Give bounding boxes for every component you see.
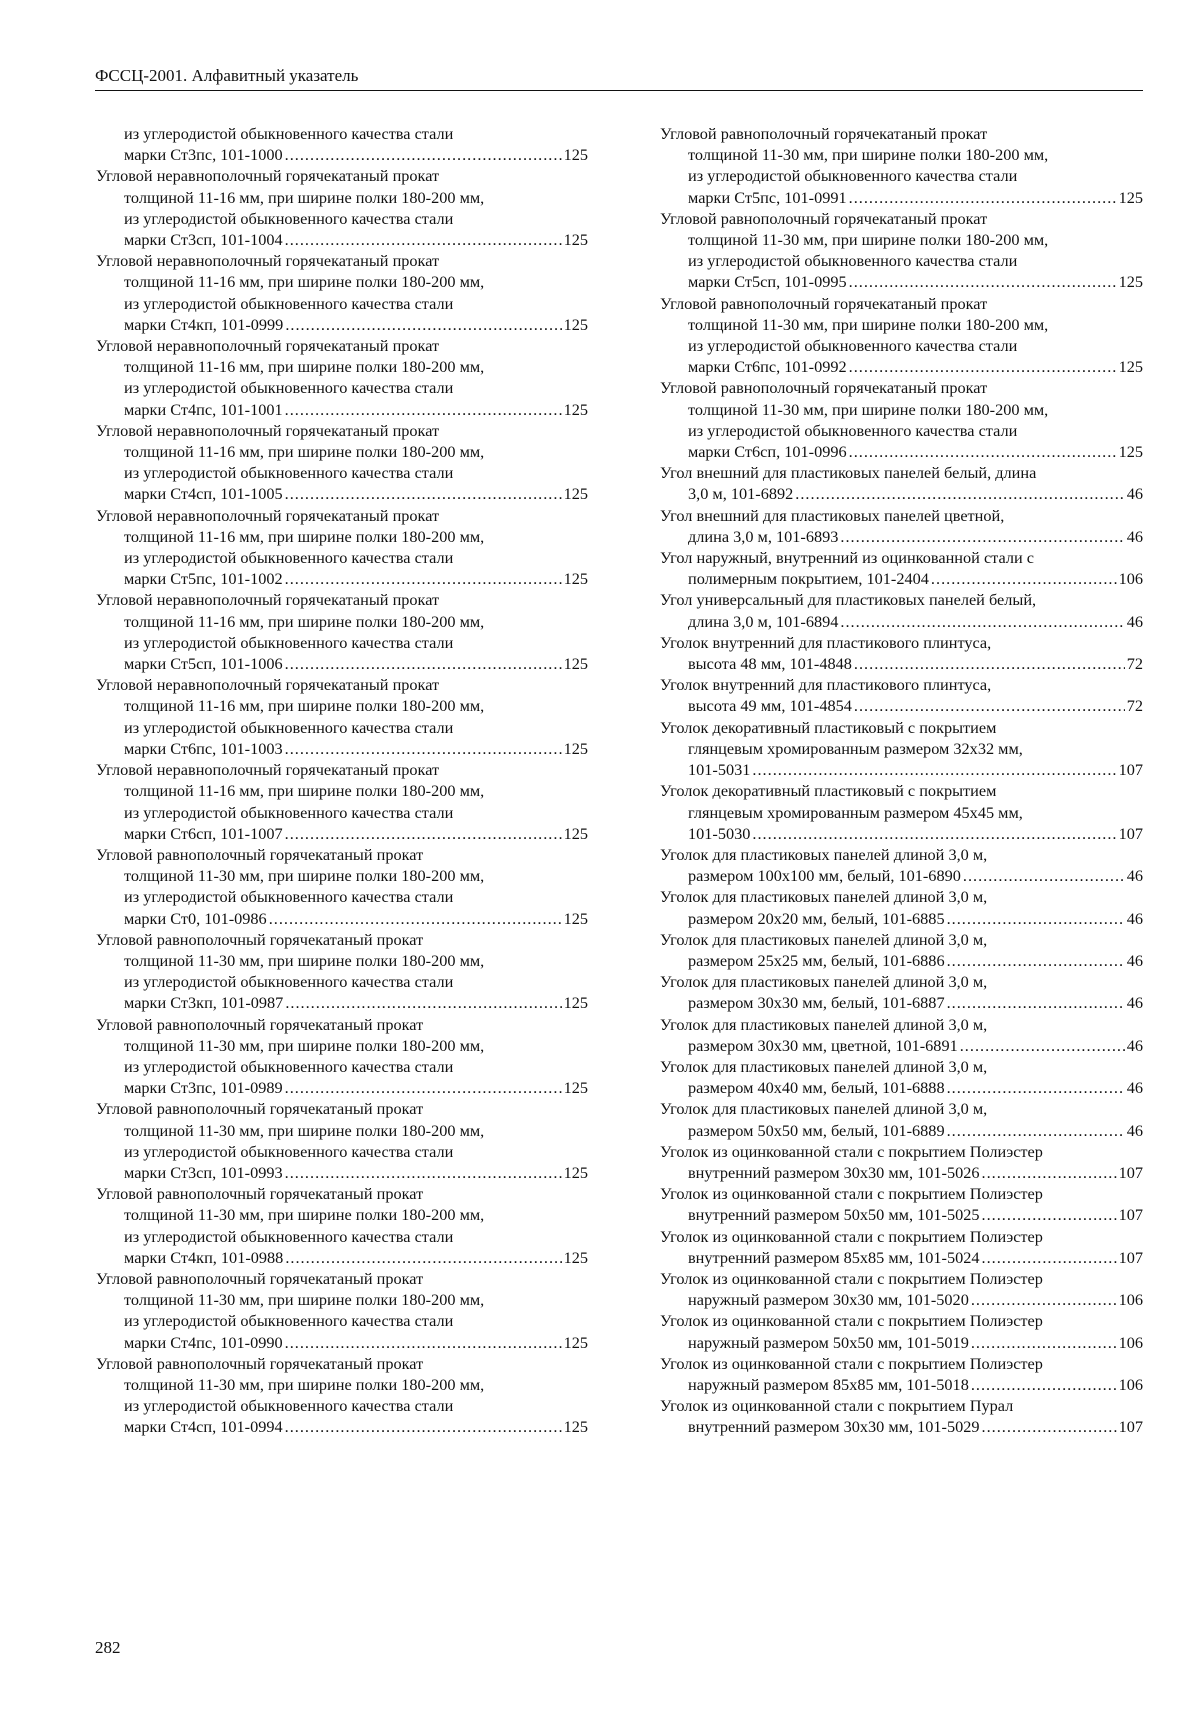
entry-line: толщиной 11-30 мм, при ширине полки 180-200 мм, (688, 314, 1049, 334)
entry-last-line (660, 1120, 1143, 1141)
entry-text: марки Ст6пс, 101-1003 (124, 738, 283, 758)
entry-page-number: 125 (563, 399, 588, 419)
entry-line: Уголок из оцинкованной стали с покрытием Полиэстер (660, 1141, 1043, 1161)
dot-leader (849, 441, 1117, 462)
entry-line: Уголок внутренний для пластикового плинтуса, (660, 675, 992, 695)
entry-page-number: 46 (1126, 526, 1143, 546)
entry-line: толщиной 11-16 мм, при ширине полки 180-200 мм, (124, 187, 485, 207)
index-column-right (660, 123, 1143, 1438)
entry-line: Угол наружный, внутренний из оцинкованной стали с (660, 548, 1034, 568)
index-entry (660, 1353, 1143, 1395)
entry-page-number: 72 (1126, 654, 1143, 674)
index-entry (660, 1141, 1143, 1183)
entry-text: длина 3,0 м, 101-6894 (688, 611, 839, 631)
entry-last-line (660, 1035, 1143, 1056)
entry-line: из углеродистой обыкновенного качества стали (124, 1056, 454, 1076)
entry-last-line (96, 229, 588, 250)
dot-leader (269, 908, 562, 929)
page-number: 282 (95, 1638, 121, 1657)
entry-page-number: 107 (1118, 1247, 1143, 1267)
dot-leader (752, 759, 1116, 780)
dot-leader (947, 950, 1125, 971)
dot-leader (854, 653, 1125, 674)
index-entry (96, 505, 588, 590)
entry-line: из углеродистой обыкновенного качества стали (124, 548, 454, 568)
dot-leader (947, 992, 1125, 1013)
entry-text: размером 30х30 мм, цветной, 101-6891 (688, 1035, 958, 1055)
entry-last-line (660, 1289, 1143, 1310)
entry-line: из углеродистой обыкновенного качества стали (124, 293, 454, 313)
index-entry (96, 250, 588, 335)
entry-text: 101-5030 (688, 823, 751, 843)
index-entry (96, 1268, 588, 1353)
index-entry (96, 929, 588, 1014)
entry-text: марки Ст4кп, 101-0988 (124, 1247, 284, 1267)
entry-page-number: 125 (563, 484, 588, 504)
entry-line: Угол внешний для пластиковых панелей белый, длина (660, 463, 1037, 483)
dot-leader (849, 356, 1117, 377)
entry-last-line (660, 653, 1143, 674)
entry-text: марки Ст4пс, 101-1001 (124, 399, 283, 419)
dot-leader (285, 568, 562, 589)
entry-line: толщиной 11-30 мм, при ширине полки 180-200 мм, (124, 1290, 485, 1310)
entry-line: из углеродистой обыкновенного качества стали (124, 1396, 454, 1416)
dot-leader (285, 1416, 562, 1437)
entry-line: из углеродистой обыкновенного качества стали (124, 463, 454, 483)
entry-line: Угол универсальный для пластиковых панелей белый, (660, 590, 1037, 610)
entry-last-line (96, 568, 588, 589)
header-rule (95, 90, 1143, 91)
entry-text: марки Ст0, 101-0986 (124, 908, 267, 928)
entry-line: из углеродистой обыкновенного качества стали (124, 124, 454, 143)
entry-page-number: 106 (1118, 1332, 1143, 1352)
dot-leader (285, 229, 562, 250)
entry-line: из углеродистой обыкновенного качества стали (124, 632, 454, 652)
entry-text: полимерным покрытием, 101-2404 (688, 569, 929, 589)
dot-leader (982, 1162, 1117, 1183)
dot-leader (947, 1077, 1125, 1098)
entry-text: внутренний размером 30х30 мм, 101-5026 (688, 1162, 980, 1182)
entry-line: из углеродистой обыкновенного качества стали (688, 166, 1018, 186)
index-entry (660, 208, 1143, 293)
entry-line: Уголок для пластиковых панелей длиной 3,0 м, (660, 972, 988, 992)
entry-last-line (660, 441, 1143, 462)
entry-last-line (96, 992, 588, 1013)
entry-text: наружный размером 50х50 мм, 101-5019 (688, 1332, 969, 1352)
entry-page-number: 125 (563, 1247, 588, 1267)
running-header: ФССЦ-2001. Алфавитный указатель (95, 66, 359, 85)
dot-leader (854, 695, 1125, 716)
entry-line: Уголок из оцинкованной стали с покрытием Полиэстер (660, 1184, 1043, 1204)
dot-leader (963, 865, 1125, 886)
entry-last-line (96, 1077, 588, 1098)
entry-last-line (660, 1374, 1143, 1395)
entry-line: Угловой равнополочный горячекатаный прокат (96, 1353, 424, 1373)
entry-line: Угловой равнополочный горячекатаный прокат (660, 293, 988, 313)
entry-last-line (660, 1204, 1143, 1225)
entry-text: марки Ст3сп, 101-1004 (124, 230, 283, 250)
entry-line: из углеродистой обыкновенного качества стали (124, 1311, 454, 1331)
index-entry (660, 844, 1143, 886)
entry-page-number: 106 (1118, 569, 1143, 589)
entry-line: толщиной 11-16 мм, при ширине полки 180-200 мм, (124, 442, 485, 462)
entry-line: глянцевым хромированным размером 32х32 мм, (688, 738, 1023, 758)
entry-page-number: 107 (1118, 1205, 1143, 1225)
entry-page-number: 46 (1126, 1120, 1143, 1140)
entry-text: длина 3,0 м, 101-6893 (688, 526, 839, 546)
entry-last-line (660, 1416, 1143, 1437)
dot-leader (947, 1120, 1125, 1141)
index-entry (660, 1226, 1143, 1268)
index-entry (660, 589, 1143, 631)
entry-last-line (96, 653, 588, 674)
dot-leader (971, 1374, 1117, 1395)
entry-line: Угловой равнополочный горячекатаный прокат (96, 1099, 424, 1119)
index-entry (660, 674, 1143, 716)
entry-text: наружный размером 85х85 мм, 101-5018 (688, 1374, 969, 1394)
entry-line: Уголок декоративный пластиковый с покрытием (660, 781, 997, 801)
entry-last-line (660, 950, 1143, 971)
index-entry (96, 674, 588, 759)
dot-leader (285, 738, 562, 759)
index-entry (96, 420, 588, 505)
entry-line: Уголок для пластиковых панелей длиной 3,0 м, (660, 844, 988, 864)
entry-page-number: 125 (563, 230, 588, 250)
entry-last-line (660, 865, 1143, 886)
dot-leader (285, 1332, 562, 1353)
dot-leader (971, 1289, 1117, 1310)
entry-page-number: 46 (1126, 1035, 1143, 1055)
entry-text: 101-5031 (688, 760, 751, 780)
entry-last-line (660, 908, 1143, 929)
entry-last-line (660, 187, 1143, 208)
entry-line: Угловой неравнополочный горячекатаный прокат (96, 760, 440, 780)
entry-page-number: 107 (1118, 760, 1143, 780)
entry-line: толщиной 11-16 мм, при ширине полки 180-200 мм, (124, 611, 485, 631)
index-entry (660, 505, 1143, 547)
entry-text: 3,0 м, 101-6892 (688, 484, 794, 504)
entry-page-number: 125 (563, 1417, 588, 1437)
entry-text: марки Ст5сп, 101-0995 (688, 272, 847, 292)
entry-text: размером 30х30 мм, белый, 101-6887 (688, 993, 945, 1013)
entry-text: высота 48 мм, 101-4848 (688, 654, 852, 674)
entry-page-number: 46 (1126, 611, 1143, 631)
entry-line: Угловой неравнополочный горячекатаный прокат (96, 251, 440, 271)
entry-page-number: 107 (1118, 1162, 1143, 1182)
entry-line: толщиной 11-30 мм, при ширине полки 180-200 мм, (688, 399, 1049, 419)
entry-last-line (660, 1247, 1143, 1268)
dot-leader (285, 1077, 562, 1098)
entry-last-line (96, 483, 588, 504)
entry-line: Уголок для пластиковых панелей длиной 3,0 м, (660, 1056, 988, 1076)
entry-text: марки Ст5пс, 101-1002 (124, 569, 283, 589)
entry-page-number: 107 (1118, 1417, 1143, 1437)
entry-line: Угловой равнополочный горячекатаный прокат (96, 844, 424, 864)
entry-line: Уголок из оцинкованной стали с покрытием Полиэстер (660, 1311, 1043, 1331)
entry-line: Угловой равнополочный горячекатаный прокат (660, 208, 988, 228)
entry-line: толщиной 11-16 мм, при ширине полки 180-200 мм, (124, 272, 485, 292)
entry-line: из углеродистой обыкновенного качества стали (124, 802, 454, 822)
entry-line: толщиной 11-30 мм, при ширине полки 180-200 мм, (688, 230, 1049, 250)
entry-page-number: 125 (563, 993, 588, 1013)
dot-leader (285, 314, 561, 335)
entry-last-line (96, 1332, 588, 1353)
entry-line: Уголок из оцинкованной стали с покрытием Полиэстер (660, 1353, 1043, 1373)
entry-page-number: 72 (1126, 696, 1143, 716)
dot-leader (285, 483, 562, 504)
entry-line: Угловой неравнополочный горячекатаный прокат (96, 166, 440, 186)
entry-text: размером 25х25 мм, белый, 101-6886 (688, 950, 945, 970)
entry-page-number: 125 (563, 1162, 588, 1182)
entry-last-line (660, 1332, 1143, 1353)
entry-page-number: 125 (1118, 272, 1143, 292)
entry-last-line (660, 483, 1143, 504)
index-entry (660, 717, 1143, 781)
entry-page-number: 46 (1126, 908, 1143, 928)
entry-line: Угловой равнополочный горячекатаный прокат (660, 378, 988, 398)
entry-line: из углеродистой обыкновенного качества стали (124, 1226, 454, 1246)
index-entry (660, 1014, 1143, 1056)
entry-text: марки Ст5сп, 101-1006 (124, 654, 283, 674)
entry-text: внутренний размером 85х85 мм, 101-5024 (688, 1247, 980, 1267)
entry-page-number: 125 (563, 314, 588, 334)
entry-text: марки Ст4сп, 101-1005 (124, 484, 283, 504)
entry-last-line (96, 823, 588, 844)
index-entry (96, 1014, 588, 1099)
index-entry (660, 462, 1143, 504)
entry-page-number: 106 (1118, 1290, 1143, 1310)
entry-page-number: 125 (563, 738, 588, 758)
entry-last-line (660, 271, 1143, 292)
index-entry (660, 547, 1143, 589)
entry-line: Угловой неравнополочный горячекатаный прокат (96, 590, 440, 610)
index-entry (96, 335, 588, 420)
index-entry (660, 632, 1143, 674)
index-entry (660, 123, 1143, 208)
entry-line: Уголок из оцинкованной стали с покрытием Полиэстер (660, 1268, 1043, 1288)
entry-last-line (660, 526, 1143, 547)
entry-line: Угол внешний для пластиковых панелей цветной, (660, 505, 1005, 525)
entry-last-line (96, 144, 588, 165)
entry-last-line (96, 1416, 588, 1437)
entry-last-line (96, 314, 588, 335)
entry-line: Уголок из оцинкованной стали с покрытием Пурал (660, 1396, 1014, 1416)
entry-line: из углеродистой обыкновенного качества стали (688, 336, 1018, 356)
entry-line: толщиной 11-30 мм, при ширине полки 180-200 мм, (124, 1120, 485, 1140)
entry-page-number: 46 (1126, 484, 1143, 504)
entry-text: размером 40х40 мм, белый, 101-6888 (688, 1078, 945, 1098)
entry-line: из углеродистой обыкновенного качества стали (124, 972, 454, 992)
entry-line: из углеродистой обыкновенного качества стали (688, 420, 1018, 440)
index-entry (96, 1098, 588, 1183)
index-entry (660, 1395, 1143, 1437)
entry-text: марки Ст6сп, 101-1007 (124, 823, 283, 843)
index-entry (660, 929, 1143, 971)
index-entry (96, 844, 588, 929)
entry-page-number: 125 (563, 654, 588, 674)
entry-text: марки Ст3кп, 101-0987 (124, 993, 284, 1013)
entry-line: толщиной 11-16 мм, при ширине полки 180-200 мм, (124, 357, 485, 377)
entry-line: Угловой равнополочный горячекатаный прокат (96, 1184, 424, 1204)
entry-text: марки Ст6сп, 101-0996 (688, 442, 847, 462)
entry-page-number: 125 (563, 823, 588, 843)
entry-line: Уголок для пластиковых панелей длиной 3,0 м, (660, 1099, 988, 1119)
entry-line: толщиной 11-30 мм, при ширине полки 180-200 мм, (124, 1374, 485, 1394)
entry-last-line (660, 568, 1143, 589)
dot-leader (960, 1035, 1125, 1056)
entry-line: Уголок внутренний для пластикового плинтуса, (660, 632, 992, 652)
entry-line: Уголок из оцинкованной стали с покрытием Полиэстер (660, 1226, 1043, 1246)
index-entry (660, 886, 1143, 928)
index-entry (660, 377, 1143, 462)
entry-page-number: 46 (1126, 950, 1143, 970)
index-entry (660, 1098, 1143, 1140)
entry-line: из углеродистой обыкновенного качества стали (124, 717, 454, 737)
entry-line: из углеродистой обыкновенного качества стали (124, 1141, 454, 1161)
entry-line: Угловой неравнополочный горячекатаный прокат (96, 336, 440, 356)
entry-line: толщиной 11-30 мм, при ширине полки 180-200 мм, (124, 950, 485, 970)
index-entry (96, 589, 588, 674)
entry-page-number: 46 (1126, 993, 1143, 1013)
entry-text: внутренний размером 50х50 мм, 101-5025 (688, 1205, 980, 1225)
entry-text: марки Ст4сп, 101-0994 (124, 1417, 283, 1437)
dot-leader (285, 1162, 562, 1183)
entry-line: из углеродистой обыкновенного качества стали (124, 378, 454, 398)
entry-line: толщиной 11-30 мм, при ширине полки 180-200 мм, (688, 145, 1049, 165)
entry-page-number: 46 (1126, 1078, 1143, 1098)
index-entry (660, 1310, 1143, 1352)
entry-last-line (96, 1247, 588, 1268)
dot-leader (982, 1204, 1117, 1225)
entry-text: марки Ст3сп, 101-0993 (124, 1162, 283, 1182)
entry-line: Угловой неравнополочный горячекатаный прокат (96, 420, 440, 440)
dot-leader (285, 399, 562, 420)
entry-last-line (660, 992, 1143, 1013)
index-entry (660, 1056, 1143, 1098)
entry-page-number: 125 (563, 145, 588, 165)
index-entry (660, 780, 1143, 844)
entry-text: марки Ст5пс, 101-0991 (688, 187, 847, 207)
entry-line: Угловой неравнополочный горячекатаный прокат (96, 675, 440, 695)
entry-text: марки Ст4кп, 101-0999 (124, 314, 284, 334)
dot-leader (840, 526, 1124, 547)
entry-last-line (96, 399, 588, 420)
entry-line: толщиной 11-16 мм, при ширине полки 180-200 мм, (124, 526, 485, 546)
entry-line: Угловой равнополочный горячекатаный прокат (96, 1014, 424, 1034)
entry-last-line (660, 1162, 1143, 1183)
index-entry (660, 1268, 1143, 1310)
dot-leader (795, 483, 1124, 504)
dot-leader (849, 187, 1117, 208)
entry-text: размером 100х100 мм, белый, 101-6890 (688, 866, 961, 886)
entry-last-line (660, 1077, 1143, 1098)
entry-text: марки Ст3пс, 101-1000 (124, 145, 283, 165)
dot-leader (285, 144, 562, 165)
dot-leader (849, 271, 1117, 292)
entry-page-number: 106 (1118, 1374, 1143, 1394)
entry-line: из углеродистой обыкновенного качества стали (124, 208, 454, 228)
entry-text: высота 49 мм, 101-4854 (688, 696, 852, 716)
entry-page-number: 46 (1126, 866, 1143, 886)
entry-last-line (96, 1162, 588, 1183)
index-entry (96, 1353, 588, 1438)
entry-line: Угловой неравнополочный горячекатаный прокат (96, 505, 440, 525)
index-entry (96, 165, 588, 250)
entry-page-number: 125 (563, 569, 588, 589)
entry-line: толщиной 11-16 мм, при ширине полки 180-200 мм, (124, 781, 485, 801)
index-column-left (96, 123, 588, 1438)
entry-line: из углеродистой обыкновенного качества стали (688, 251, 1018, 271)
dot-leader (971, 1332, 1117, 1353)
entry-line: Угловой равнополочный горячекатаный прокат (660, 124, 988, 143)
entry-page-number: 125 (563, 1078, 588, 1098)
entry-page-number: 125 (563, 1332, 588, 1352)
entry-text: марки Ст4пс, 101-0990 (124, 1332, 283, 1352)
entry-text: наружный размером 30х30 мм, 101-5020 (688, 1290, 969, 1310)
entry-page-number: 107 (1118, 823, 1143, 843)
entry-text: марки Ст3пс, 101-0989 (124, 1078, 283, 1098)
entry-last-line (660, 611, 1143, 632)
entry-last-line (660, 759, 1143, 780)
entry-line: толщиной 11-30 мм, при ширине полки 180-200 мм, (124, 866, 485, 886)
entry-page-number: 125 (1118, 357, 1143, 377)
dot-leader (947, 908, 1125, 929)
dot-leader (285, 823, 562, 844)
index-entry (96, 123, 588, 165)
entry-line: толщиной 11-30 мм, при ширине полки 180-200 мм, (124, 1205, 485, 1225)
entry-text: размером 50х50 мм, белый, 101-6889 (688, 1120, 945, 1140)
dot-leader (285, 992, 561, 1013)
index-entry (660, 1183, 1143, 1225)
dot-leader (982, 1247, 1117, 1268)
dot-leader (931, 568, 1117, 589)
entry-line: Угловой равнополочный горячекатаный прокат (96, 929, 424, 949)
entry-text: марки Ст6пс, 101-0992 (688, 357, 847, 377)
entry-page-number: 125 (1118, 187, 1143, 207)
entry-text: размером 20х20 мм, белый, 101-6885 (688, 908, 945, 928)
entry-line: толщиной 11-30 мм, при ширине полки 180-200 мм, (124, 1035, 485, 1055)
entry-line: Уголок декоративный пластиковый с покрытием (660, 717, 997, 737)
entry-line: глянцевым хромированным размером 45х45 мм, (688, 802, 1023, 822)
dot-leader (982, 1416, 1117, 1437)
index-entry (660, 293, 1143, 378)
index-entry (96, 1183, 588, 1268)
entry-last-line (660, 695, 1143, 716)
entry-last-line (96, 738, 588, 759)
entry-line: из углеродистой обыкновенного качества стали (124, 887, 454, 907)
entry-last-line (96, 908, 588, 929)
index-entry (660, 971, 1143, 1013)
entry-last-line (660, 823, 1143, 844)
entry-last-line (660, 356, 1143, 377)
entry-line: толщиной 11-16 мм, при ширине полки 180-200 мм, (124, 696, 485, 716)
dot-leader (752, 823, 1116, 844)
dot-leader (285, 653, 562, 674)
entry-line: Уголок для пластиковых панелей длиной 3,0 м, (660, 1014, 988, 1034)
entry-line: Уголок для пластиковых панелей длиной 3,0 м, (660, 929, 988, 949)
index-entry (96, 759, 588, 844)
entry-line: Угловой равнополочный горячекатаный прокат (96, 1268, 424, 1288)
dot-leader (840, 611, 1124, 632)
entry-page-number: 125 (1118, 442, 1143, 462)
dot-leader (285, 1247, 561, 1268)
entry-line: Уголок для пластиковых панелей длиной 3,0 м, (660, 887, 988, 907)
entry-page-number: 125 (563, 908, 588, 928)
entry-text: внутренний размером 30х30 мм, 101-5029 (688, 1417, 980, 1437)
